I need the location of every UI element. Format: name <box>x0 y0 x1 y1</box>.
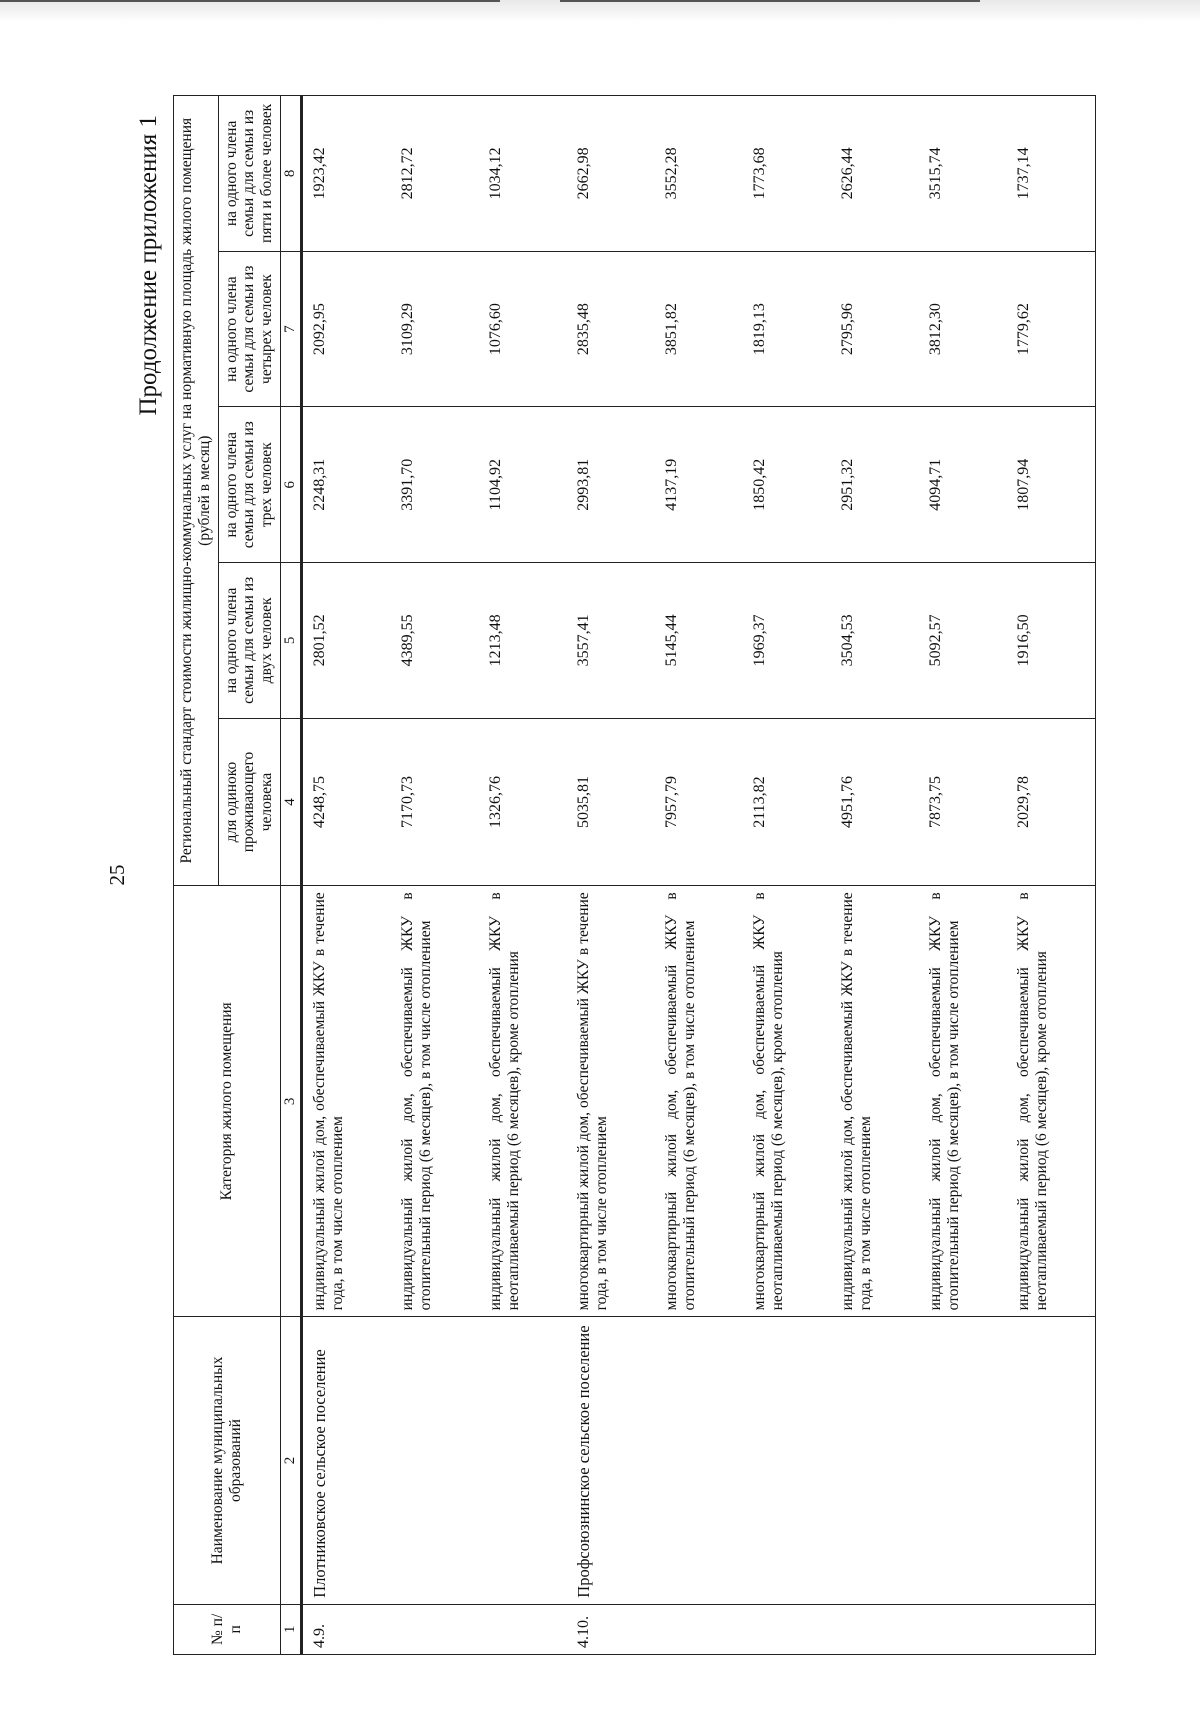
column-number: 3 <box>281 886 302 1317</box>
municipality-name: Профсоюзнинское сельское поселение <box>567 1317 655 1604</box>
housing-category: индивидуальный жилой дом, обеспечиваемый ЖКУ в течение года, в том числе отоплением <box>831 886 919 1317</box>
municipality-name <box>831 1317 919 1604</box>
value-five-plus: 1737,14 <box>1007 96 1096 252</box>
value-three: 1850,42 <box>743 407 831 563</box>
column-number: 5 <box>281 563 302 719</box>
housing-category: многоквартирный жилой дом, обеспечиваемый ЖКУ в отопительный период (6 месяцев), в том числе отоплением <box>655 886 743 1317</box>
column-number: 6 <box>281 407 302 563</box>
value-four: 2835,48 <box>567 251 655 407</box>
value-three: 2951,32 <box>831 407 919 563</box>
header-category: Категория жилого помещения <box>174 886 281 1317</box>
value-two: 5145,44 <box>655 563 743 719</box>
header-municipality: Наименование муниципальных образований <box>174 1317 281 1604</box>
header-no: № п/п <box>174 1604 281 1654</box>
municipality-name: Плотниковское сельское поселение <box>302 1317 392 1604</box>
row-number <box>743 1604 831 1654</box>
row-number <box>1007 1604 1096 1654</box>
row-number <box>655 1604 743 1654</box>
value-four: 3851,82 <box>655 251 743 407</box>
municipality-name <box>1007 1317 1096 1604</box>
municipality-name <box>743 1317 831 1604</box>
table-row <box>919 96 1007 1655</box>
value-five-plus: 2662,98 <box>567 96 655 252</box>
header-standard-group: Региональный стандарт стоимости жилищно-коммунальных услуг на нормативную площадь жилого помещения (рублей в месяц) <box>174 96 219 886</box>
municipality-name <box>391 1317 479 1604</box>
value-three: 2248,31 <box>302 407 392 563</box>
value-two: 2801,52 <box>302 563 392 719</box>
row-number <box>479 1604 567 1654</box>
table-row <box>831 96 919 1655</box>
value-five-plus: 3515,74 <box>919 96 1007 252</box>
header-col5: на одного члена семьи для семьи из двух человек <box>218 563 280 719</box>
value-three: 4094,71 <box>919 407 1007 563</box>
value-single: 5035,81 <box>567 718 655 886</box>
value-four: 1076,60 <box>479 251 567 407</box>
value-five-plus: 1773,68 <box>743 96 831 252</box>
table-row <box>479 96 567 1655</box>
table-row <box>391 96 479 1655</box>
table-row <box>1007 96 1096 1655</box>
column-number: 4 <box>281 718 302 886</box>
scan-mark <box>0 0 500 2</box>
value-three: 2993,81 <box>567 407 655 563</box>
value-single: 2113,82 <box>743 718 831 886</box>
value-five-plus: 2812,72 <box>391 96 479 252</box>
column-number: 1 <box>281 1604 302 1654</box>
value-single: 2029,78 <box>1007 718 1096 886</box>
value-five-plus: 3552,28 <box>655 96 743 252</box>
value-four: 1819,13 <box>743 251 831 407</box>
value-four: 3109,29 <box>391 251 479 407</box>
value-four: 2795,96 <box>831 251 919 407</box>
column-number: 8 <box>281 96 302 252</box>
page-number: 25 <box>105 864 129 886</box>
value-two: 1916,50 <box>1007 563 1096 719</box>
header-col6: на одного члена семьи для семьи из трех человек <box>218 407 280 563</box>
value-single: 1326,76 <box>479 718 567 886</box>
value-five-plus: 1923,42 <box>302 96 392 252</box>
table-row <box>743 96 831 1655</box>
value-two: 3504,53 <box>831 563 919 719</box>
housing-category: индивидуальный жилой дом, обеспечиваемый ЖКУ в неотапливаемый период (6 месяцев), кроме отопления <box>1007 886 1096 1317</box>
municipality-name <box>479 1317 567 1604</box>
housing-category: индивидуальный жилой дом, обеспечиваемый ЖКУ в течение года, в том числе отоплением <box>302 886 392 1317</box>
value-four: 1779,62 <box>1007 251 1096 407</box>
value-single: 4951,76 <box>831 718 919 886</box>
housing-category: многоквартирный жилой дом, обеспечиваемый ЖКУ в неотапливаемый период (6 месяцев), кроме отопления <box>743 886 831 1317</box>
value-three: 4137,19 <box>655 407 743 563</box>
row-number <box>391 1604 479 1654</box>
value-three: 1104,92 <box>479 407 567 563</box>
table-row <box>655 96 743 1655</box>
column-number-row <box>281 96 302 1655</box>
value-two: 4389,55 <box>391 563 479 719</box>
value-single: 7170,73 <box>391 718 479 886</box>
value-four: 3812,30 <box>919 251 1007 407</box>
housing-category: многоквартирный жилой дом, обеспечиваемый ЖКУ в течение года, в том числе отоплением <box>567 886 655 1317</box>
table-row <box>302 96 392 1655</box>
continuation-title: Продолжение приложения 1 <box>135 115 162 416</box>
value-two: 1969,37 <box>743 563 831 719</box>
housing-category: индивидуальный жилой дом, обеспечиваемый ЖКУ в неотапливаемый период (6 месяцев), кроме отопления <box>479 886 567 1317</box>
header-col8: на одного члена семьи для семьи из пяти и более человек <box>218 96 280 252</box>
value-two: 1213,48 <box>479 563 567 719</box>
row-number: 4.9. <box>302 1604 392 1654</box>
scan-edge <box>0 0 1200 22</box>
table-row <box>567 96 655 1655</box>
row-number <box>831 1604 919 1654</box>
header-col7: на одного члена семьи для семьи из четырех человек <box>218 251 280 407</box>
row-number: 4.10. <box>567 1604 655 1654</box>
scan-mark <box>560 0 980 2</box>
value-three: 1807,94 <box>1007 407 1096 563</box>
municipality-name <box>919 1317 1007 1604</box>
row-number <box>919 1604 1007 1654</box>
value-two: 3557,41 <box>567 563 655 719</box>
standards-table <box>173 95 1096 1655</box>
header-col4: для одиноко проживающего человека <box>218 718 280 886</box>
value-three: 3391,70 <box>391 407 479 563</box>
column-number: 2 <box>281 1317 302 1604</box>
value-two: 5092,57 <box>919 563 1007 719</box>
housing-category: индивидуальный жилой дом, обеспечиваемый ЖКУ в отопительный период (6 месяцев), в том числе отоплением <box>391 886 479 1317</box>
value-four: 2092,95 <box>302 251 392 407</box>
value-five-plus: 1034,12 <box>479 96 567 252</box>
municipality-name <box>655 1317 743 1604</box>
value-single: 4248,75 <box>302 718 392 886</box>
value-single: 7957,79 <box>655 718 743 886</box>
value-five-plus: 2626,44 <box>831 96 919 252</box>
column-number: 7 <box>281 251 302 407</box>
rotated-page <box>105 95 1155 1655</box>
value-single: 7873,75 <box>919 718 1007 886</box>
housing-category: индивидуальный жилой дом, обеспечиваемый ЖКУ в отопительный период (6 месяцев), в том числе отоплением <box>919 886 1007 1317</box>
